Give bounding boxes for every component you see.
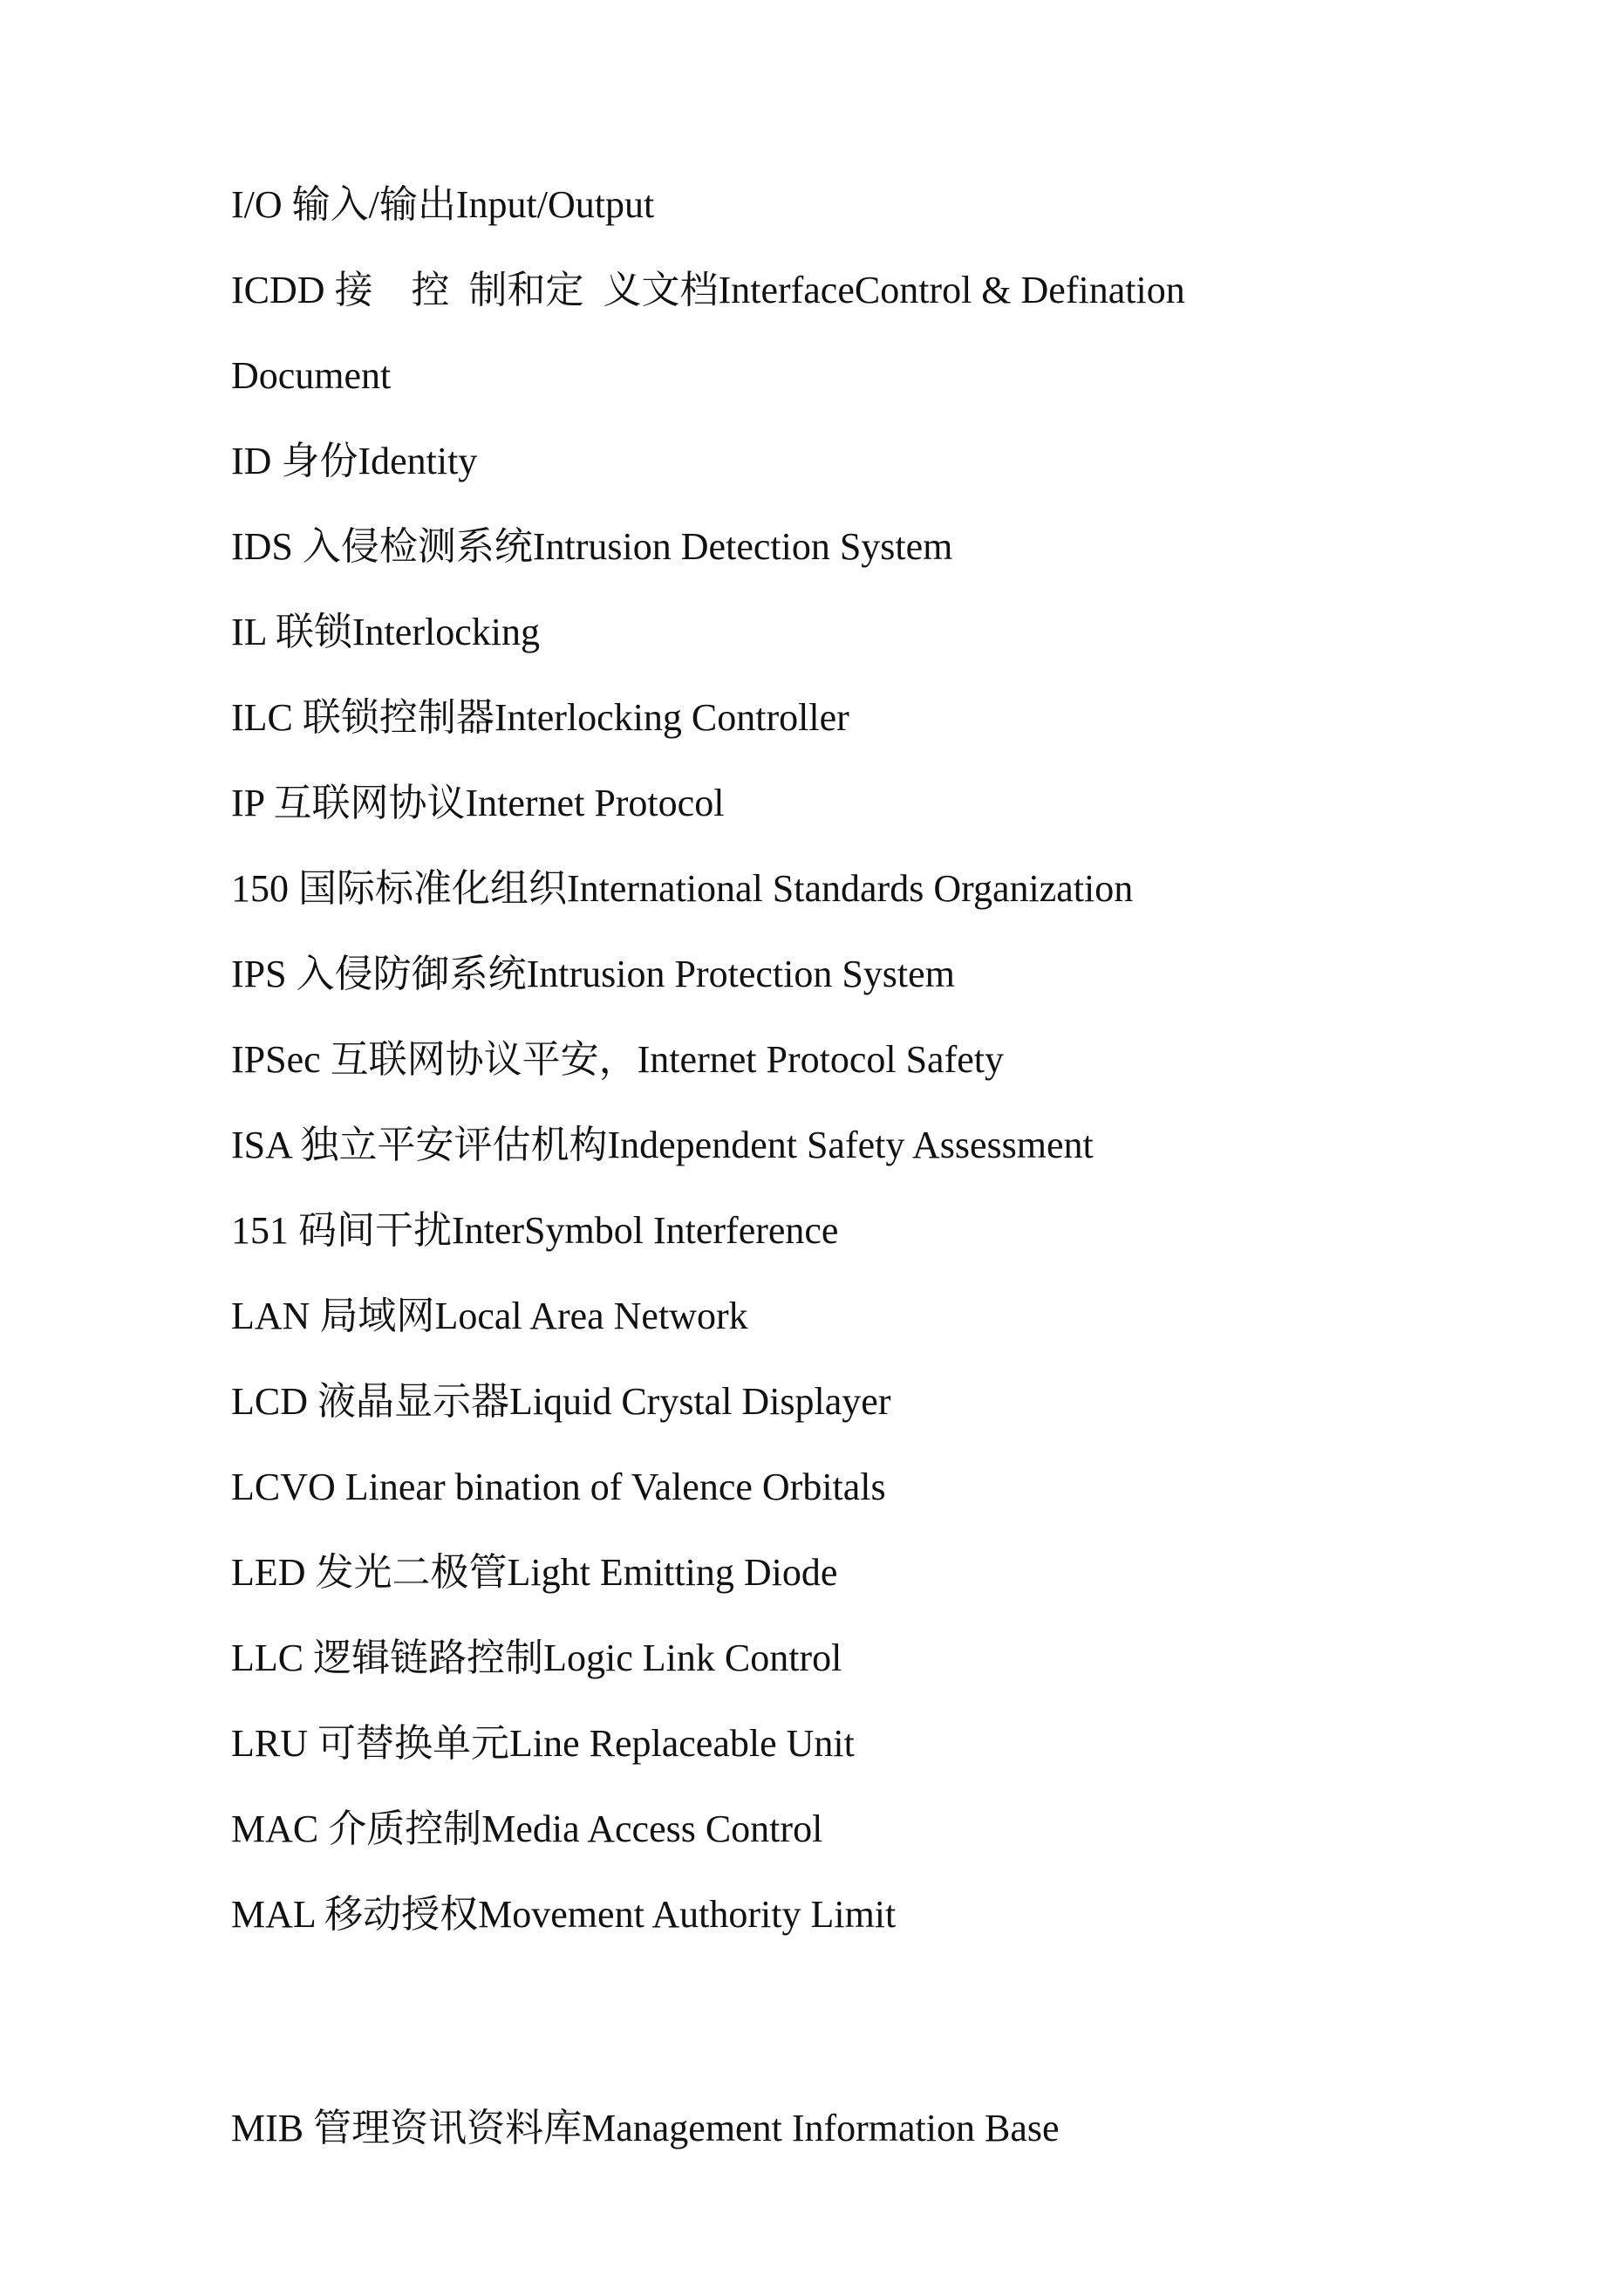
entry-english-term: Interlocking Controller [494,696,849,739]
glossary-entry [231,948,955,1001]
entry-abbreviation: IL [231,611,266,653]
glossary-entry [231,692,849,744]
entry-abbreviation: LCD [231,1380,308,1423]
entry-english-term: Intrusion Detection System [532,525,953,568]
entry-chinese-term: 互联网协议平安， [330,1038,638,1081]
glossary-entry [231,1803,822,1855]
entry-abbreviation: IPS [231,953,287,995]
entry-abbreviation: MAL [231,1893,316,1936]
entry-english-term: Movement Authority Limit [478,1893,897,1936]
entry-chinese-term: 发光二极管 [315,1551,508,1594]
entry-abbreviation: LRU [231,1722,308,1765]
glossary-entry [231,1718,855,1770]
entry-chinese-term: 输入/输出 [291,183,456,226]
glossary-entry [231,1889,896,1941]
entry-abbreviation: LAN [231,1295,310,1337]
entry-abbreviation: ID [231,440,272,482]
entry-english-term: Line Replaceable Unit [509,1722,855,1765]
entry-english-term: Internet Protocol Safety [637,1038,1004,1081]
entry-english-term: Independent Safety Assessment [607,1124,1094,1166]
entry-abbreviation: ISA [231,1124,291,1166]
entry-english-term: Media Access Control [481,1807,823,1850]
glossary-entry [231,179,654,231]
entry-abbreviation: LLC [231,1637,304,1679]
entry-abbreviation: I/O [231,183,283,226]
glossary-entry [231,2102,1060,2155]
entry-english-term: Input/Output [455,183,655,226]
entry-chinese-term: 国际标准化组织 [298,867,567,910]
glossary-entry [231,1547,837,1599]
entry-english-term: International Standards Organization [567,867,1134,910]
entry-chinese-term: 身份 [281,440,358,482]
entry-abbreviation: IDS [231,525,293,568]
entry-abbreviation: IP [231,782,264,824]
glossary-entry [231,435,477,488]
entry-english-term: InterSymbol Interference [452,1209,839,1252]
glossary-entry-continued [231,350,391,402]
entry-abbreviation: ILC [231,696,293,739]
glossary-entry [231,777,724,830]
glossary-entry [231,521,952,573]
glossary-entry [231,1461,886,1514]
glossary-entry [231,863,1133,915]
entry-english-term: InterfaceControl & Defination [718,269,1185,311]
entry-chinese-term: 介质控制 [328,1807,482,1850]
entry-english-term: Interlocking [351,611,540,653]
glossary-entry [231,1119,1094,1172]
entry-abbreviation: MIB [231,2107,304,2149]
entry-english-term: Document [231,354,392,397]
entry-chinese-term: 独立平安评估机构 [300,1124,608,1166]
entry-chinese-term: 码间干扰 [298,1209,452,1252]
glossary-entry [231,1205,838,1257]
entry-english-term: Light Emitting Diode [507,1551,838,1594]
entry-english-term: Logic Link Control [543,1637,842,1679]
glossary-entry [231,1290,748,1343]
entry-chinese-term: 移动授权 [324,1893,479,1936]
entry-chinese-term: 互联网协议 [273,782,466,824]
entry-abbreviation: 150 [231,867,289,910]
entry-abbreviation: 151 [231,1209,289,1252]
glossary-entry [231,606,540,659]
entry-chinese-term: 联锁 [275,611,352,653]
entry-chinese-term: 管理资讯资料库 [313,2107,583,2149]
glossary-entry [231,264,1185,317]
entry-abbreviation: MAC [231,1807,319,1850]
entry-chinese-term: 局域网 [319,1295,435,1337]
entry-chinese-term: 入侵防御系统 [296,953,527,995]
entry-english-term: Linear bination of Valence Orbitals [344,1466,886,1508]
entry-english-term: Internet Protocol [465,782,725,824]
entry-english-term: Liquid Crystal Displayer [509,1380,891,1423]
entry-english-term: Local Area Network [434,1295,748,1337]
glossary-entry [231,1034,1004,1086]
entry-chinese-term: 接 控 制和定 义文档 [334,269,719,311]
entry-abbreviation: IPSec [231,1038,321,1081]
entry-chinese-term: 逻辑链路控制 [313,1637,544,1679]
entry-english-term: Management Information Base [582,2107,1060,2149]
entry-chinese-term: 联锁控制器 [302,696,494,739]
glossary-entry [231,1632,842,1684]
entry-chinese-term: 可替换单元 [317,1722,509,1765]
entry-english-term: Identity [358,440,478,482]
entry-abbreviation: LED [231,1551,306,1594]
entry-abbreviation: LCVO [231,1466,336,1508]
entry-abbreviation: ICDD [231,269,325,311]
entry-chinese-term: 液晶显示器 [317,1380,509,1423]
entry-chinese-term: 入侵检测系统 [302,525,533,568]
entry-english-term: Intrusion Protection System [526,953,955,995]
glossary-entry [231,1376,891,1428]
